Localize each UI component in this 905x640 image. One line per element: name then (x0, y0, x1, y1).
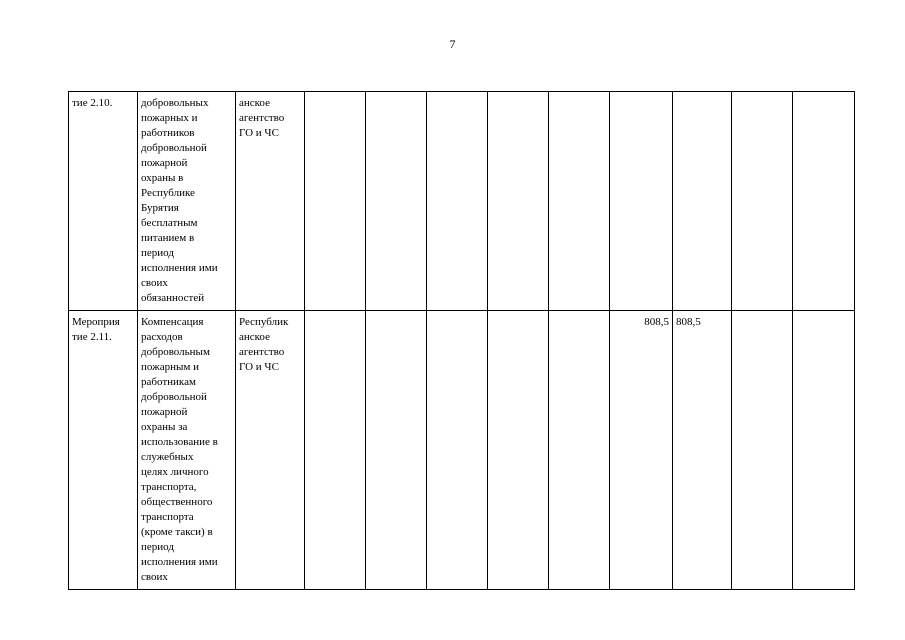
measure-name-cell (138, 311, 236, 590)
measure-number: тие 2.10. (72, 97, 113, 109)
measure-number-cell (69, 92, 138, 311)
value-cell (427, 311, 488, 590)
measure-name: Компенсация расходов добровольным пожарным и работникам добровольной пожарной охраны за использование в служебных целях личного транспорта, общественного транспорта (кроме такси) в период исполнения ими своих (141, 316, 218, 583)
value-cell (305, 311, 366, 590)
table-row (69, 311, 855, 590)
value-cell (366, 311, 427, 590)
value-cell (549, 311, 610, 590)
executor: Республик анское агентство ГО и ЧС (239, 316, 289, 373)
measure-name: добровольных пожарных и работников добровольной пожарной охраны в Республике Бурятия бесплатным питанием в период исполнения ими своих обязанностей (141, 97, 218, 304)
program-table (68, 91, 855, 590)
value: 808,5 (676, 316, 701, 328)
measure-name-cell (138, 92, 236, 311)
value-cell (732, 92, 793, 311)
value-cell (793, 311, 855, 590)
value-cell (793, 92, 855, 311)
executor-cell (236, 92, 305, 311)
value-cell (549, 92, 610, 311)
page-number: 7 (449, 37, 456, 51)
executor-cell (236, 311, 305, 590)
value-cell (488, 92, 549, 311)
table-row (69, 92, 855, 311)
value-cell (732, 311, 793, 590)
measure-number: Мероприя тие 2.11. (72, 316, 120, 343)
measure-number-cell (69, 311, 138, 590)
value-cell (673, 311, 732, 590)
value-cell (673, 92, 732, 311)
value-cell (305, 92, 366, 311)
value-cell (366, 92, 427, 311)
value-cell (610, 311, 673, 590)
value-cell (488, 311, 549, 590)
value: 808,5 (644, 316, 669, 328)
value-cell (610, 92, 673, 311)
value-cell (427, 92, 488, 311)
executor: анское агентство ГО и ЧС (239, 97, 285, 139)
